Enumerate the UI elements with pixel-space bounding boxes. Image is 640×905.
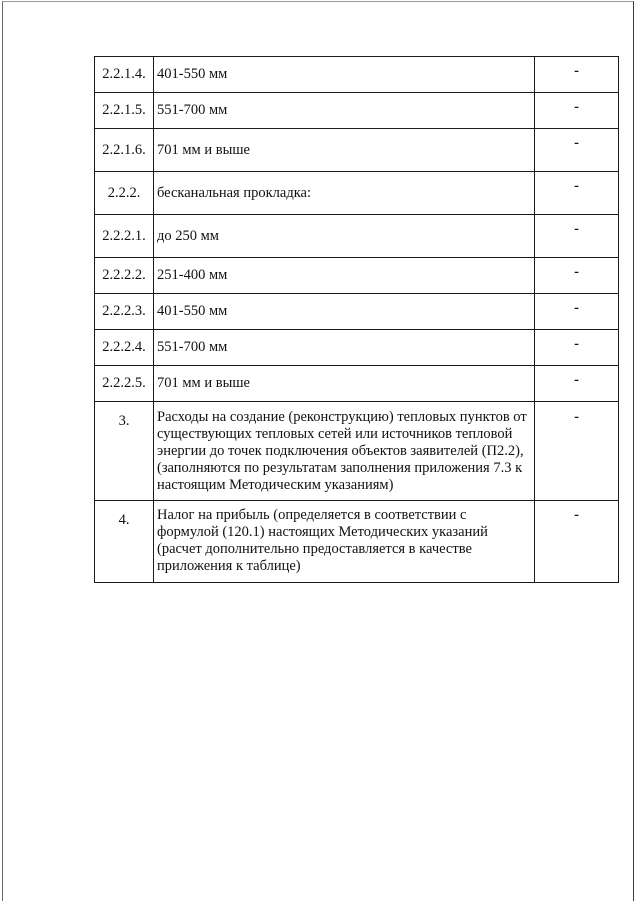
row-value bbox=[535, 129, 619, 172]
row-description: 701 мм и выше bbox=[154, 129, 535, 172]
row-number: 2.2.1.4. bbox=[95, 57, 154, 93]
row-value bbox=[535, 294, 619, 330]
table-row bbox=[95, 57, 619, 93]
row-value bbox=[535, 366, 619, 402]
tariff-table bbox=[94, 56, 619, 583]
table-row bbox=[95, 93, 619, 129]
row-description: Налог на прибыль (определяется в соответствии с формулой (120.1) настоящих Методических указаний (расчет дополнительно предоставляется в качестве приложения к таблице) bbox=[154, 501, 535, 583]
row-number: 2.2.1.6. bbox=[95, 129, 154, 172]
table-row bbox=[95, 294, 619, 330]
row-description: 551-700 мм bbox=[154, 330, 535, 366]
row-value-text: - bbox=[574, 221, 579, 237]
row-value-text: - bbox=[574, 99, 579, 115]
row-description: 701 мм и выше bbox=[154, 366, 535, 402]
row-number: 2.2.2.1. bbox=[95, 215, 154, 258]
row-number: 2.2.2. bbox=[95, 172, 154, 215]
row-value-text: - bbox=[574, 372, 579, 388]
row-description: Расходы на создание (реконструкцию) тепловых пунктов от существующих тепловых сетей или источников тепловой энергии до точек подключения объектов заявителей (П2.2), (заполняются по результатам заполнения приложения 7.3 к настоящим Методическим указаниям) bbox=[154, 402, 535, 501]
row-value bbox=[535, 57, 619, 93]
table-row bbox=[95, 172, 619, 215]
row-description: 401-550 мм bbox=[154, 57, 535, 93]
row-description: бесканальная прокладка: bbox=[154, 172, 535, 215]
row-value-text: - bbox=[574, 336, 579, 352]
row-number: 2.2.1.5. bbox=[95, 93, 154, 129]
table-row bbox=[95, 402, 619, 501]
table-row bbox=[95, 215, 619, 258]
row-value bbox=[535, 215, 619, 258]
table-row bbox=[95, 258, 619, 294]
row-value bbox=[535, 258, 619, 294]
row-value-text: - bbox=[574, 507, 579, 523]
row-value-text: - bbox=[574, 409, 579, 425]
row-value bbox=[535, 330, 619, 366]
row-description: 401-550 мм bbox=[154, 294, 535, 330]
row-number: 4. bbox=[95, 501, 154, 583]
row-number: 2.2.2.5. bbox=[95, 366, 154, 402]
row-value-text: - bbox=[574, 63, 579, 79]
table-row bbox=[95, 129, 619, 172]
row-value-text: - bbox=[574, 178, 579, 194]
row-value-text: - bbox=[574, 300, 579, 316]
row-description: до 250 мм bbox=[154, 215, 535, 258]
row-value bbox=[535, 172, 619, 215]
row-number: 2.2.2.3. bbox=[95, 294, 154, 330]
row-number: 2.2.2.4. bbox=[95, 330, 154, 366]
row-value bbox=[535, 93, 619, 129]
row-value-text: - bbox=[574, 135, 579, 151]
table-row bbox=[95, 330, 619, 366]
row-description: 251-400 мм bbox=[154, 258, 535, 294]
row-description: 551-700 мм bbox=[154, 93, 535, 129]
row-number: 3. bbox=[95, 402, 154, 501]
table-row bbox=[95, 501, 619, 583]
row-value bbox=[535, 402, 619, 501]
row-number: 2.2.2.2. bbox=[95, 258, 154, 294]
row-value-text: - bbox=[574, 264, 579, 280]
table-row bbox=[95, 366, 619, 402]
row-value bbox=[535, 501, 619, 583]
